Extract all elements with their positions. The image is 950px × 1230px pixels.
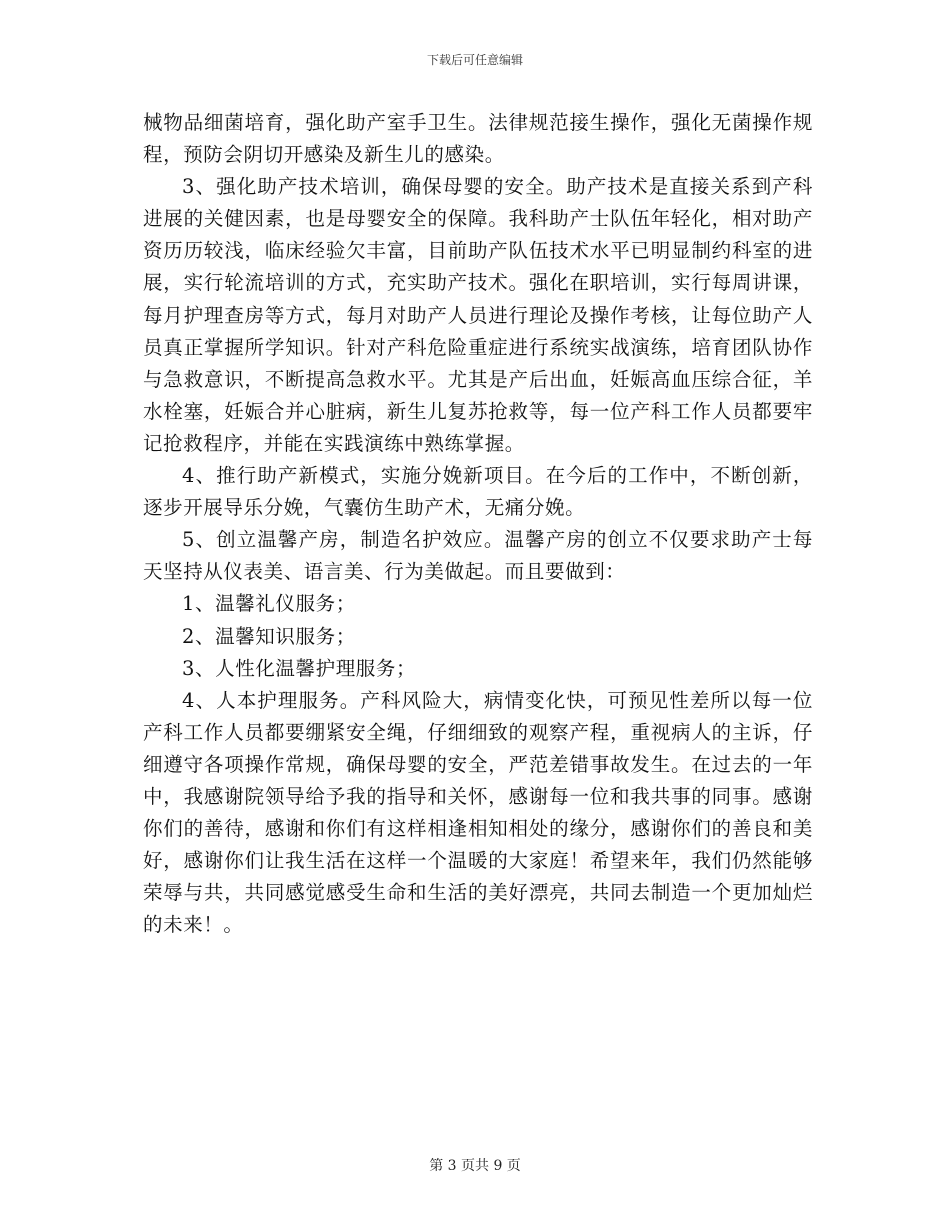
page-header: 下载后可任意编辑 [426,53,523,67]
document-body [143,107,813,941]
page-footer: 第 3 页共 9 页 [429,1158,521,1174]
list-item-etiquette-service: 1、温馨礼仪服务； [182,592,356,616]
paragraph-people-oriented-care: 4、人本护理服务。产科风险大，病情变化快，可预见性差所以每一位产科工作人员都要绷紧安全绳，仔细细致的观察产程，重视病人的主诉，仔细遵守各项操作常规，确保母婴的安全，严范差错事故发生。在过去的一年中，我感谢院领导给予我的指导和关怀，感谢每一位和我共事的同事。感谢你们的善待，感谢和你们有这样相逢相知相处的缘分，感谢你们的善良和美好，感谢你们让我生活在这样一个温暖的大家庭！希望来年，我们仍然能够荣辱与共，共同感觉感受生命和生活的美好漂亮，共同去制造一个更加灿烂的未来！。 [143,688,813,937]
paragraph-continued: 械物品细菌培育，强化助产室手卫生。法律规范接生操作，强化无菌操作规程，预防会阴切开感染及新生儿的感染。 [143,111,813,167]
list-item-knowledge-service: 2、温馨知识服务； [182,624,356,648]
paragraph-midwifery-training: 3、强化助产技术培训，确保母婴的安全。助产技术是直接关系到产科进展的关健因素，也是母婴安全的保障。我科助产士队伍年轻化，相对助产资历历较浅，临床经验欠丰富，目前助产队伍技术水平已明显制约科室的进展，实行轮流培训的方式，充实助产技术。强化在职培训，实行每周讲课，每月护理查房等方式，每月对助产人员进行理论及操作考核，让每位助产人员真正掌握所学知识。针对产科危险重症进行系统实战演练，培育团队协作与急救意识，不断提高急救水平。尤其是产后出血，妊娠高血压综合征，羊水栓塞，妊娠合并心脏病，新生儿复苏抢救等，每一位产科工作人员都要牢记抢救程序，并能在实践演练中熟练掌握。 [143,175,813,455]
paragraph-warm-delivery-room: 5、创立温馨产房，制造名护效应。温馨产房的创立不仅要求助产士每天坚持从仪表美、语言美、行为美做起。而且要做到： [143,528,813,584]
paragraph-new-delivery-model: 4、推行助产新模式，实施分娩新项目。在今后的工作中，不断创新，逐步开展导乐分娩，气囊仿生助产术，无痛分娩。 [143,464,813,520]
list-item-humanized-care: 3、人性化温馨护理服务； [182,656,417,680]
